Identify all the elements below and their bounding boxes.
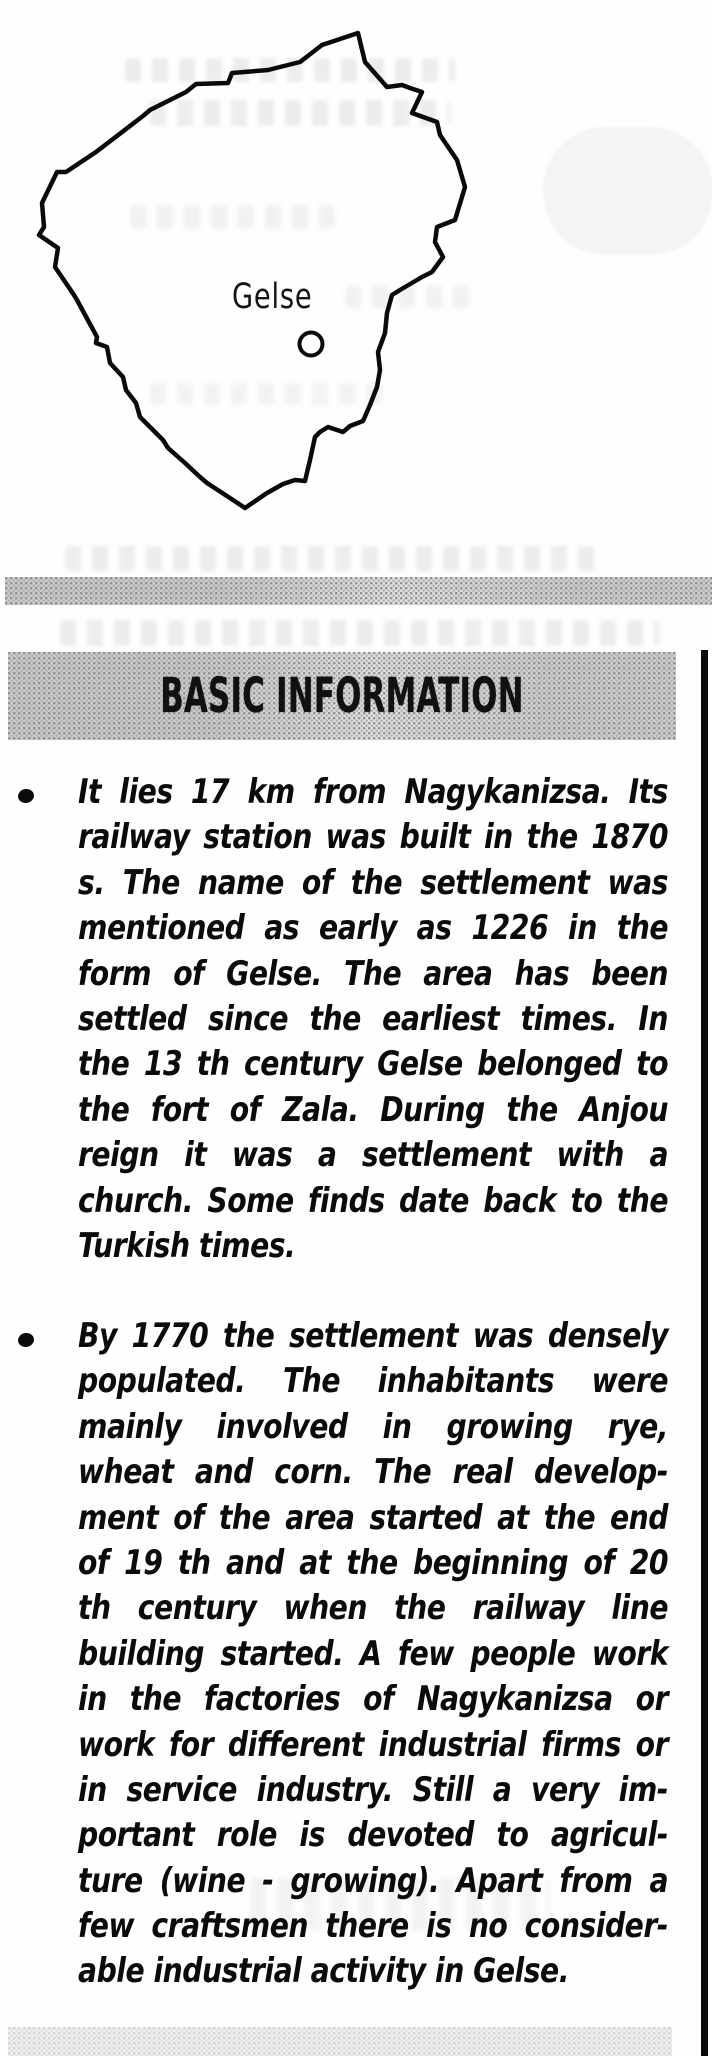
bullet-paragraph-history — [78, 770, 668, 1269]
text-line: By 1770 the settlement was densely — [78, 1316, 669, 1356]
settlement-marker-icon — [300, 333, 323, 356]
text-line: the 13 th century Gelse belonged to — [78, 1044, 669, 1085]
bullet-dot-icon — [17, 1331, 36, 1348]
text-line: s. The name of the settlement was — [78, 862, 669, 903]
text-line: populated. The inhabitants were — [78, 1361, 669, 1402]
text-line: of 19 th and at the beginning of 20 — [78, 1542, 669, 1583]
text-line: railway station was built in the 1870 — [78, 817, 669, 858]
text-line: Turkish times. — [78, 1225, 296, 1266]
bleedthrough-text-artifact — [60, 620, 660, 646]
text-line: reign it was a settlement with a — [78, 1135, 669, 1176]
text-line: in the factories of Nagykanizsa or — [78, 1679, 669, 1720]
text-line: form of Gelse. The area has been — [78, 953, 669, 994]
text-line: few craftsmen there is no consider- — [78, 1906, 669, 1947]
text-line: mainly involved in growing rye, — [78, 1406, 669, 1447]
scan-blotch-artifact — [543, 127, 712, 255]
bullet-paragraph-economy — [78, 1314, 668, 1995]
text-line: work for different industrial firms or — [78, 1724, 669, 1765]
section-title: BASIC INFORMATION — [160, 668, 524, 724]
text-line: ment of the area started at the end — [78, 1497, 669, 1538]
region-border-outline — [39, 33, 465, 508]
section-divider-bar — [5, 577, 712, 605]
text-line: settled since the earliest times. In — [78, 998, 669, 1039]
section-header-banner — [8, 652, 676, 740]
text-line: mentioned as early as 1226 in the — [78, 908, 669, 949]
next-section-banner-edge — [8, 2027, 672, 2056]
text-line: able industrial activity in Gelse. — [78, 1951, 569, 1992]
text-line: the fort of Zala. During the Anjou — [78, 1089, 669, 1130]
text-line: in service industry. Still a very im- — [78, 1769, 669, 1810]
text-line: building started. A few people work — [78, 1633, 669, 1674]
text-line: portant role is devoted to agricul- — [78, 1815, 669, 1856]
text-line: wheat and corn. The real develop- — [78, 1452, 669, 1493]
text-line: th century when the railway line — [78, 1588, 669, 1629]
bullet-dot-icon — [17, 787, 36, 804]
text-line: ture (wine - growing). Apart from a — [78, 1860, 669, 1901]
map-settlement-label: Gelse — [232, 277, 313, 317]
column-divider-rule — [701, 650, 708, 2056]
text-line: church. Some finds date back to the — [78, 1180, 669, 1221]
text-line: It lies 17 km from Nagykanizsa. Its — [78, 772, 669, 812]
